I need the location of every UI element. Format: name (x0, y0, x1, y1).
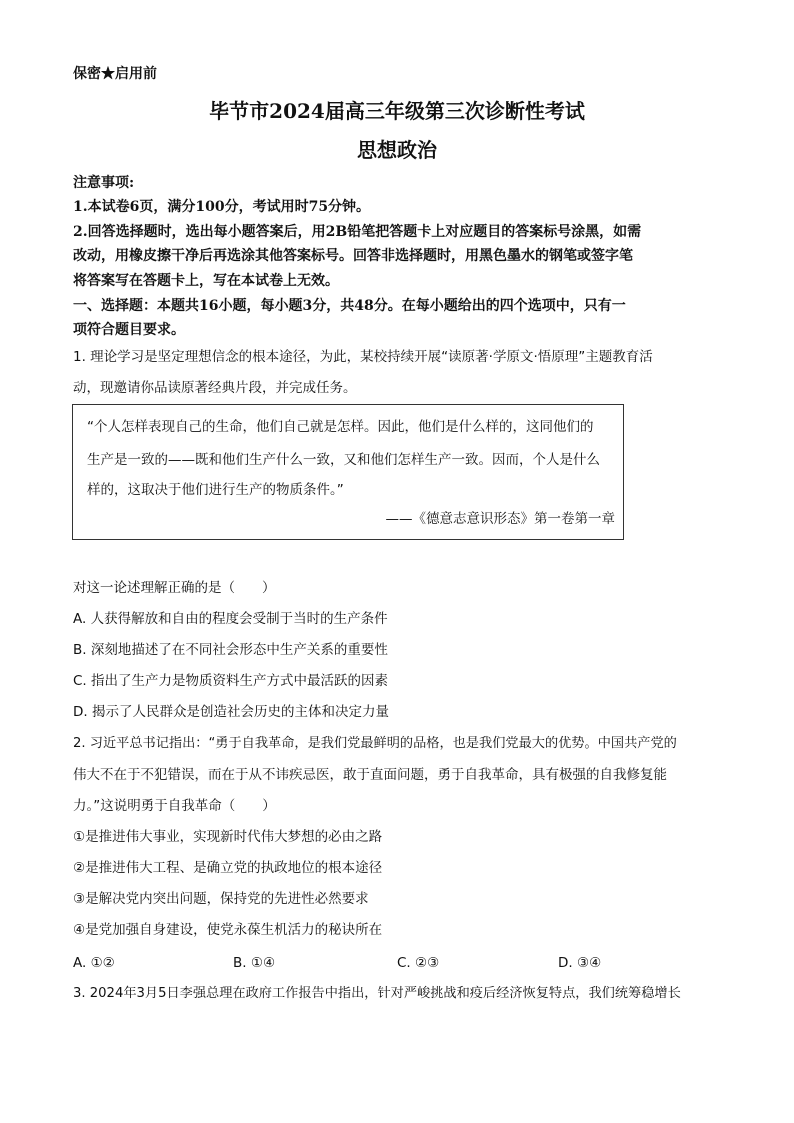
q1-quote-source: ——《德意志意识形态》第一卷第一章 (385, 511, 615, 527)
notice-item-2-line-2: 改动，用橡皮擦干净后再选涂其他答案标号。回答非选择题时，用黑色墨水的钢笔或签字笔 (73, 248, 633, 264)
exam-title: 毕节市2024届高三年级第三次诊断性考试 (209, 99, 585, 123)
q1-option-d: D. 揭示了人民群众是创造社会历史的主体和决定力量 (73, 704, 389, 720)
q1-quote-line-2: 生产是一致的——既和他们生产什么一致，又和他们怎样生产一致。因而，个人是什么 (87, 452, 600, 468)
q1-quote-line-1: “个人怎样表现自己的生命，他们自己就是怎样。因此，他们是什么样的，这同他们的 (87, 419, 594, 435)
q1-option-b: B. 深刻地描述了在不同社会形态中生产关系的重要性 (73, 642, 388, 658)
notice-heading: 注意事项: (73, 175, 135, 191)
section-heading-line-2: 项符合题目要求。 (73, 322, 185, 338)
q2-item-2: ②是推进伟大工程、是确立党的执政地位的根本途径 (73, 860, 383, 876)
notice-item-1: 1.本试卷6页，满分100分，考试用时75分钟。 (73, 199, 371, 215)
notice-item-2-line-3: 将答案写在答题卡上，写在本试卷上无效。 (73, 273, 339, 289)
q2-option-c: C. ②③ (397, 955, 440, 971)
subject-title: 思想政治 (357, 138, 437, 162)
q2-option-d: D. ③④ (558, 955, 602, 971)
q1-stem-line-2: 动，现邀请你品读原著经典片段，并完成任务。 (73, 380, 357, 396)
q1-stem-line-1: 1. 理论学习是坚定理想信念的根本途径，为此，某校持续开展“读原著·学原文·悟原理”主题教育活 (73, 349, 653, 365)
q1-question: 对这一论述理解正确的是（ ） (73, 580, 276, 596)
q2-option-b: B. ①④ (233, 955, 276, 971)
q2-item-3: ③是解决党内突出问题，保持党的先进性必然要求 (73, 891, 369, 907)
q1-option-a: A. 人获得解放和自由的程度会受制于当时的生产条件 (73, 611, 388, 627)
q2-stem-line-3: 力。”这说明勇于自我革命（ ） (73, 798, 276, 814)
q1-quote-line-3: 样的，这取决于他们进行生产的物质条件。” (87, 482, 344, 498)
q1-quote-box (72, 404, 624, 540)
notice-item-2-line-1: 2.回答选择题时，选出每小题答案后，用2B铅笔把答题卡上对应题目的答案标号涂黑，如需 (73, 224, 642, 240)
q1-option-c: C. 指出了生产力是物质资料生产方式中最活跃的因素 (73, 673, 389, 689)
secret-mark: 保密★启用前 (73, 66, 157, 82)
section-heading-line-1: 一、选择题：本题共16小题，每小题3分，共48分。在每小题给出的四个选项中，只有一 (73, 298, 626, 314)
q3-stem-line-1: 3. 2024年3月5日李强总理在政府工作报告中指出，针对严峻挑战和疫后经济恢复特点，我们统筹稳增长 (73, 986, 681, 1001)
q2-item-4: ④是党加强自身建设，使党永葆生机活力的秘诀所在 (73, 922, 383, 938)
q2-item-1: ①是推进伟大事业，实现新时代伟大梦想的必由之路 (73, 829, 383, 845)
q2-stem-line-1: 2. 习近平总书记指出：“勇于自我革命，是我们党最鲜明的品格，也是我们党最大的优势。中国共产党的 (73, 736, 677, 751)
q2-stem-line-2: 伟大不在于不犯错误，而在于从不讳疾忌医，敢于直面问题，勇于自我革命，具有极强的自我修复能 (73, 767, 667, 783)
q2-option-a: A. ①② (73, 955, 115, 971)
